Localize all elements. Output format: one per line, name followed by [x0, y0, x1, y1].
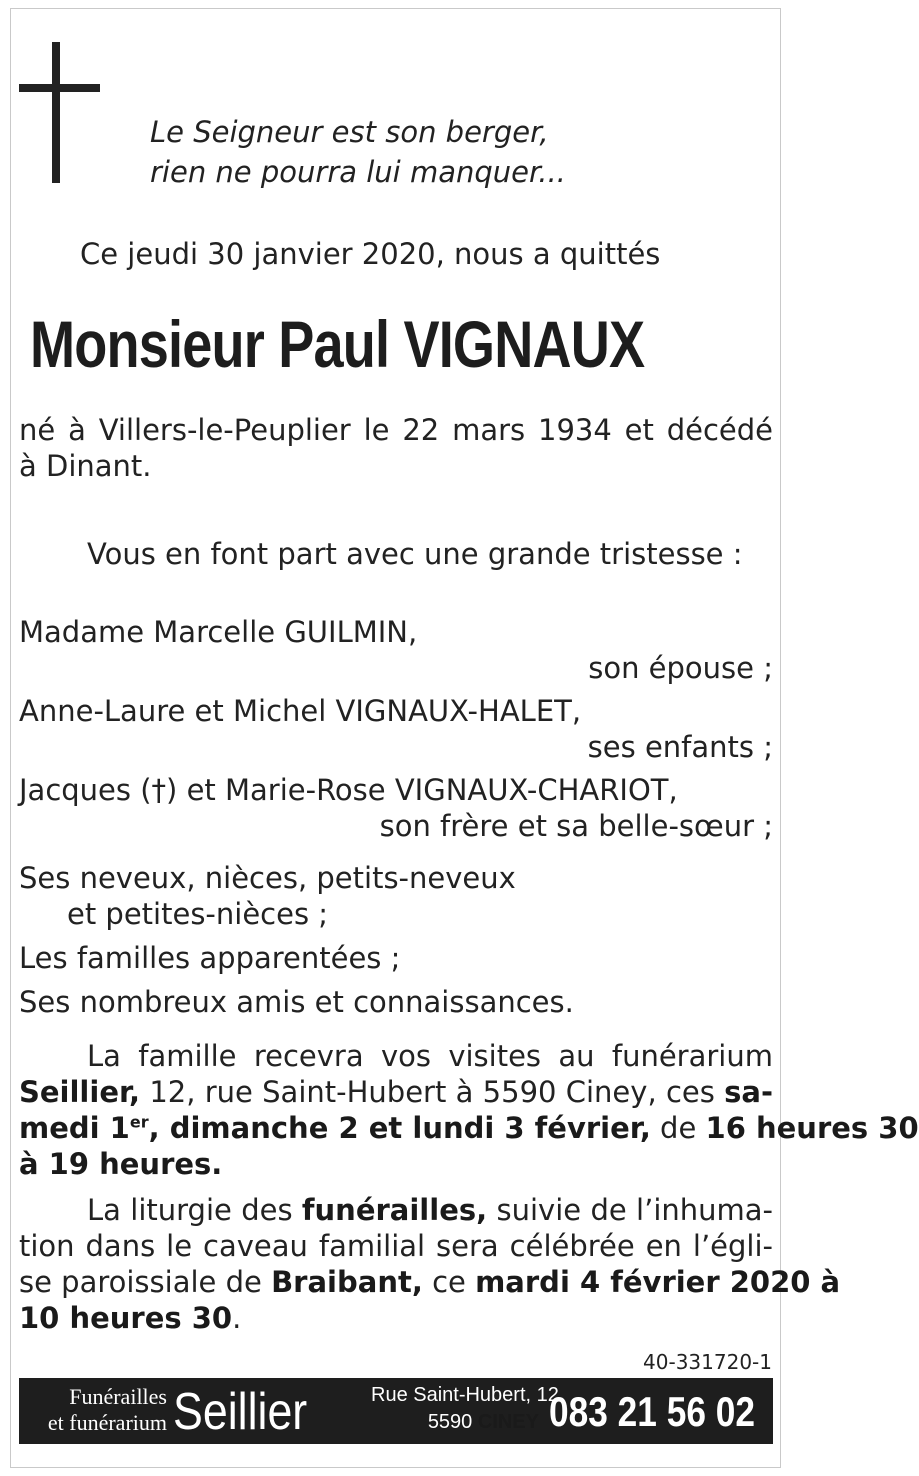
birth-line-1: né à Villers-le-Peuplier le 22 mars 1934 et décédé — [19, 413, 773, 447]
visits-line: La famille recevra vos visites au funérarium — [87, 1039, 773, 1073]
relatives — [19, 860, 773, 1020]
funeral-line: 10 heures 30. — [19, 1301, 242, 1335]
funeral-line: se paroissiale de Braibant, ce mardi 4 février 2020 à — [19, 1265, 841, 1299]
family-member-name: Jacques (†) et Marie-Rose VIGNAUX-CHARIOT, — [19, 773, 678, 807]
funeral-home-banner — [19, 1378, 773, 1444]
visits-line: Seillier, 12, rue Saint-Hubert à 5590 Ciney, ces sa- — [19, 1075, 773, 1109]
funeral-line: La liturgie des funérailles, suivie de l’inhuma- — [87, 1193, 773, 1227]
family-member-relation: ses enfants ; — [587, 730, 773, 764]
funeral-line: tion dans le caveau familial sera célébrée en l’égli- — [19, 1229, 773, 1263]
family-member-relation: son épouse ; — [588, 651, 773, 685]
birth-info — [19, 412, 773, 484]
banner-tagline: Funérailles et funérarium — [47, 1384, 167, 1435]
family-member-name: Madame Marcelle GUILMIN, — [19, 615, 418, 649]
banner-address: Rue Saint-Hubert, 12 5590 CINEY — [371, 1384, 559, 1433]
banner-phone: 083 21 56 02 — [549, 1388, 755, 1435]
funeral-paragraph — [19, 1192, 841, 1336]
relatives-line-2: et petites-nièces ; — [67, 897, 329, 931]
announcement: Vous en font part avec une grande tristesse : — [87, 537, 743, 571]
verse-line-1: Le Seigneur est son berger, — [150, 115, 549, 149]
birth-line-2: à Dinant. — [19, 449, 152, 483]
banner-brand: Seillier — [173, 1383, 308, 1441]
visits-line: à 19 heures. — [19, 1147, 223, 1181]
visits-paragraph — [19, 1038, 919, 1182]
reference-number: 40-331720-1 — [643, 1350, 772, 1374]
verse-line-2: rien ne pourra lui manquer... — [150, 155, 566, 189]
relatives-line-1: Ses neveux, nièces, petits-neveux — [19, 861, 516, 895]
family-member-relation: son frère et sa belle-sœur ; — [379, 809, 773, 843]
family-list — [19, 614, 773, 844]
deceased-name: Monsieur Paul VIGNAUX — [30, 307, 645, 381]
visits-line: medi 1er, dimanche 2 et lundi 3 février, de 16 heures 30 — [19, 1111, 919, 1145]
verse — [150, 112, 566, 192]
relatives-line-4: Ses nombreux amis et connaissances. — [19, 985, 574, 1019]
family-member-name: Anne-Laure et Michel VIGNAUX-HALET, — [19, 694, 582, 728]
death-intro: Ce jeudi 30 janvier 2020, nous a quittés — [80, 237, 661, 271]
relatives-line-3: Les familles apparentées ; — [19, 941, 401, 975]
